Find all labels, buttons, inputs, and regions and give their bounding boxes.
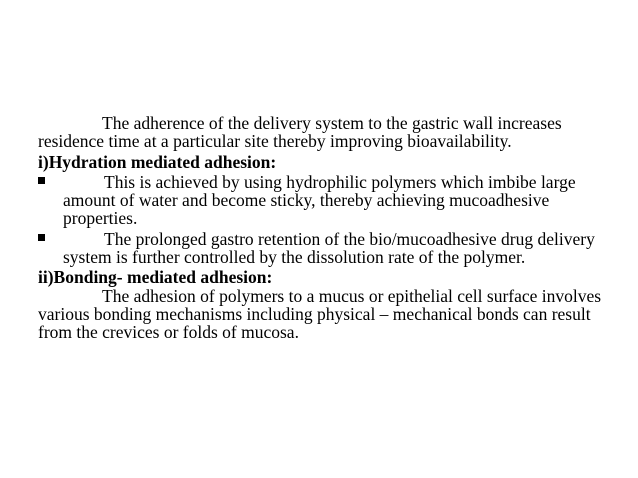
intro-paragraph: The adherence of the delivery system to the gastric wall increases residence time at a particular site thereby improving bioavailability. bbox=[38, 113, 562, 152]
bullet-item-hydrophilic-polymers bbox=[38, 173, 608, 228]
bullet-text: The prolonged gastro retention of the bio/mucoadhesive drug delivery system is further controlled by the dissolution rate of the polymer. bbox=[63, 228, 595, 268]
bullet-item-gastro-retention bbox=[38, 230, 608, 267]
bullet-text: This is achieved by using hydrophilic polymers which imbibe large amount of water and become sticky, thereby achieving mucoadhesive properties. bbox=[63, 171, 576, 229]
heading-bonding-mediated-adhesion: ii)Bonding- mediated adhesion: bbox=[38, 267, 273, 288]
heading-hydration-mediated-adhesion: i)Hydration mediated adhesion: bbox=[38, 151, 277, 172]
slide-content bbox=[38, 114, 608, 342]
bonding-paragraph: The adhesion of polymers to a mucus or epithelial cell surface involves various bonding mechanisms including physical – mechanical bonds can result from the crevices or folds of mucosa. bbox=[38, 285, 602, 343]
square-bullet-icon bbox=[38, 234, 45, 241]
square-bullet-icon bbox=[38, 177, 45, 184]
